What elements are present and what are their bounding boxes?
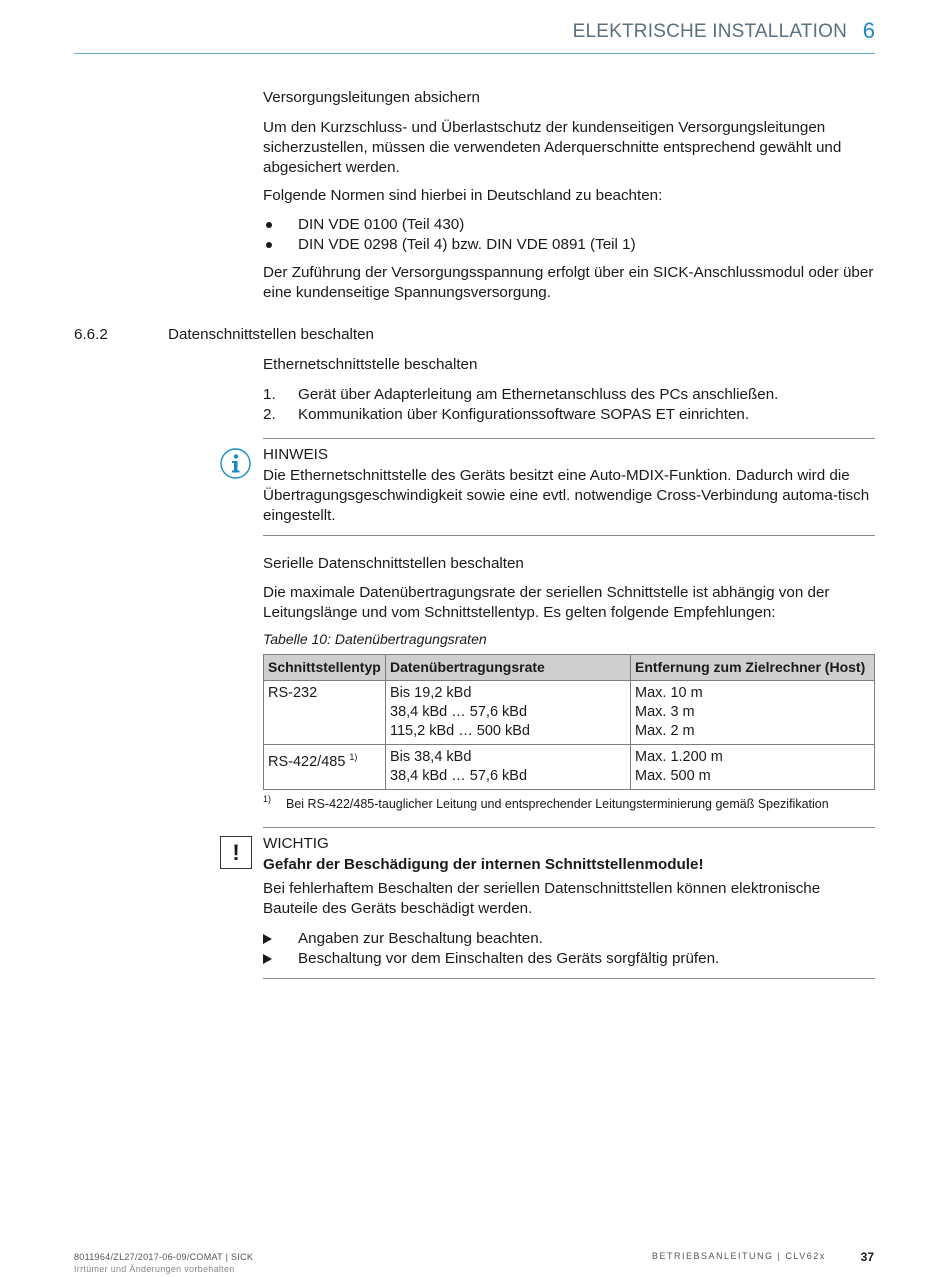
table-header-cell: Schnittstellentyp [264,655,386,681]
warning-label: WICHTIG [263,835,329,852]
data-rate-table [263,654,875,790]
info-icon [220,448,251,479]
warning-bottom-rule [263,978,875,979]
table-cell: Bis 38,4 kBd 38,4 kBd … 57,6 kBd [386,745,631,790]
section-title: Datenschnittstellen beschalten [168,326,375,343]
supply-paragraph-3: Der Zuführung der Versorgungsspannung erfolgt über ein SICK-Anschlussmodul oder über eine kundenseitige Spannungsversorgung. [263,264,874,301]
table-header-row [264,655,875,681]
footer-manual-title: BETRIEBSANLEITUNG | CLV62x [652,1251,826,1261]
page-number: 37 [860,1250,874,1264]
footnote-ref: 1) [349,752,358,762]
footer-document-info [74,1251,253,1275]
arrow-icon [263,934,272,944]
table-row [264,681,875,745]
chapter-title: ELEKTRISCHE INSTALLATION [572,21,847,42]
note-text: Die Ethernetschnittstelle des Geräts besitzt eine Auto-MDIX-Funktion. Dadurch wird die Übertragungsgeschwindigkeit sowie eine evtl. notwendige Cross-Verbindung automa-tisch eingestellt. [263,467,870,524]
table-row [264,745,875,790]
warning-top-rule [263,827,875,828]
serial-heading: Serielle Datenschnittstellen beschalten [263,555,524,572]
section-number: 6.6.2 [74,326,108,343]
bullet-icon [266,242,272,248]
supply-paragraph-2: Folgende Normen sind hierbei in Deutschland zu beachten: [263,187,663,204]
bullet-icon [266,222,272,228]
arrow-icon [263,954,272,964]
table-cell: RS-422/485 $^{1)}$ [264,745,386,790]
note-bottom-rule [263,535,875,536]
note-label: HINWEIS [263,446,328,463]
note-top-rule [263,438,875,439]
table-header-cell: Entfernung zum Zielrechner (Host) [631,655,875,681]
footer-doc-id: 8011964/ZL27/2017-06-09/COMAT | SICK [74,1252,254,1262]
serial-paragraph: Die maximale Datenübertragungsrate der seriellen Schnittstelle ist abhängig von der Leitungslänge und vom Schnittstellentyp. Es gelten folgende Empfehlungen: [263,584,830,621]
ethernet-heading: Ethernetschnittstelle beschalten [263,356,478,373]
chapter-number: 6 [862,18,875,43]
page-header [74,18,875,54]
table-cell: Bis 19,2 kBd 38,4 kBd … 57,6 kBd 115,2 kBd … 500 kBd [386,681,631,745]
table-caption: Tabelle 10: Datenübertragungsraten [263,631,487,647]
supply-paragraph-1: Um den Kurzschluss- und Überlastschutz der kundenseitigen Versorgungsleitungen sicherzustellen, müssen die verwendeten Aderquerschnitte entsprechend gewählt und abgesichert werden. [263,119,842,176]
exclamation-icon: ! [220,836,252,869]
table-header-cell: Datenübertragungsrate [386,655,631,681]
footer-disclaimer: Irrtümer und Änderungen vorbehalten [74,1264,235,1274]
warning-text: Bei fehlerhaftem Beschalten der seriellen Datenschnittstellen können elektronische Bauteile des Geräts beschädigt werden. [263,880,821,917]
table-cell: RS-232 [264,681,386,745]
table-cell: Max. 10 m Max. 3 m Max. 2 m [631,681,875,745]
table-cell: Max. 1.200 m Max. 500 m [631,745,875,790]
warning-title: Gefahr der Beschädigung der internen Schnittstellenmodule! [263,856,704,873]
supply-heading: Versorgungsleitungen absichern [263,89,480,106]
